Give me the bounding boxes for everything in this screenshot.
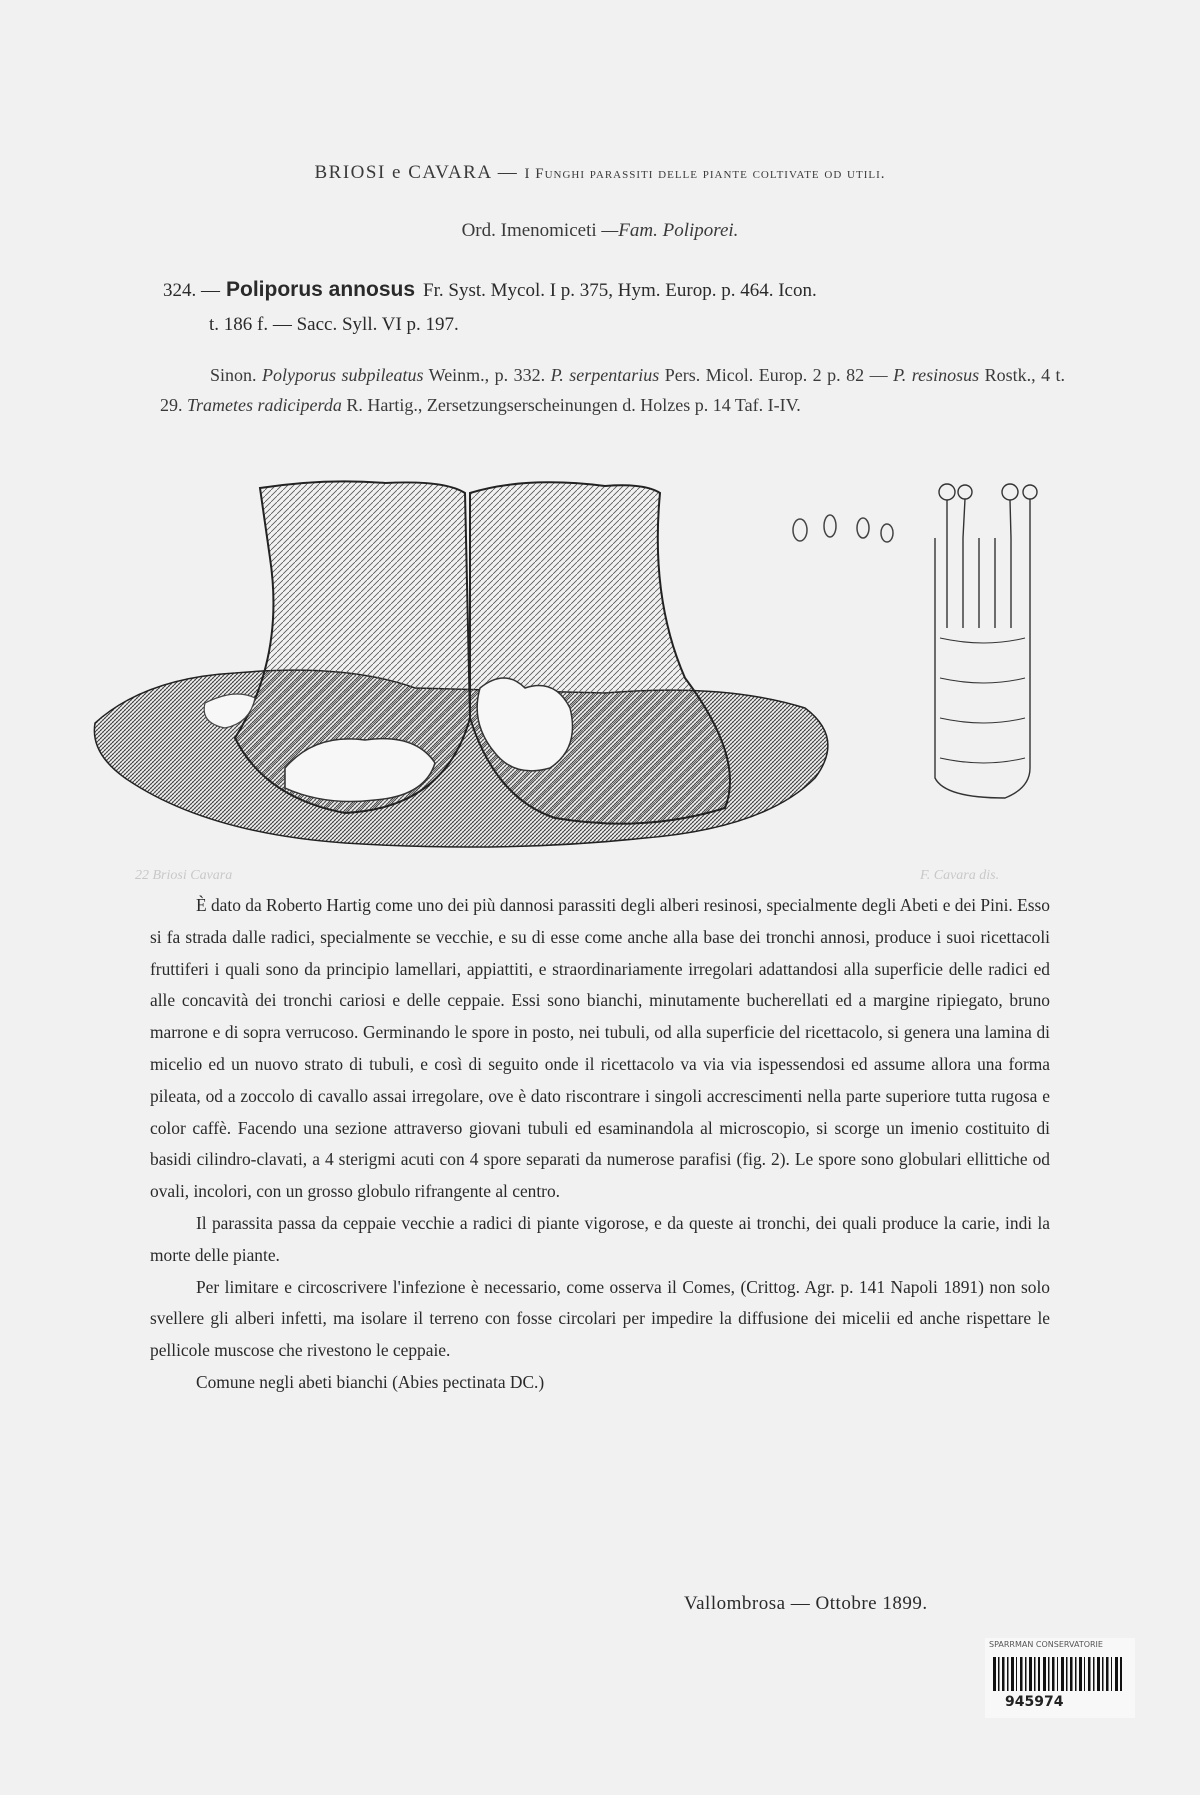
paragraph-1: È dato da Roberto Hartig come uno dei più dannosi parassiti degli alberi resinosi, specialmente degli Abeti e dei Pini. Esso si fa strada dalle radici, specialmente se vecchie, e su di esse come anche alla base dei tronchi annosi, produce i suoi ricettacoli fruttiferi i quali sono da principio lamellari, appiattiti, e straordinariamente irregolari adattandosi alla superficie delle radici ed alle concavità dei tronchi cariosi e delle ceppaie. Essi sono bianchi, minutamente bucherellati ed a margine ripiegato, bruno marrone e di sopra verrucoso. Germinando le spore in posto, nei tubuli, od alla superficie del ricettacolo, si genera una lamina di micelio ed un nuovo strato di tubuli, e così di seguito onde il ricettacolo va via via ispessendosi ed assume allora una forma pileata, od a zoccolo di cavallo assai irregolare, ove è dato riscontrare i singoli accrescimenti nella parte superiore tutta rugosa e color caffè. Facendo una sezione attraverso giovani tubuli ed esaminandola al microscopio, si scorge un imenio costituito di basidi cilindro-clavati, a 4 sterigmi acuti con 4 spore separati da numerose parafisi (fig. 2). Le spore sono globulari ellittiche od ovali, incolori, con un grosso globulo rifrangente al centro. xyxy=(150,895,1050,1202)
family-label: —Fam. Poliporei. xyxy=(601,220,739,241)
synonym-4-ref: R. Hartig., Zersetzungserscheinungen d. Holzes p. 14 Taf. I-IV. xyxy=(346,395,801,415)
running-header xyxy=(0,162,1200,184)
stump-right xyxy=(470,482,730,823)
spore-figures xyxy=(793,515,893,542)
order-label: Ord. Imenomiceti xyxy=(461,220,597,241)
plate-label-left: 22 Briosi Cavara xyxy=(135,868,233,883)
synonym-1-ref: Weinm., p. 332. xyxy=(428,365,546,385)
species-number: 324. — xyxy=(163,280,220,301)
hymenium-section xyxy=(935,484,1037,798)
header-separator: — xyxy=(497,162,519,183)
description-text xyxy=(150,890,1050,1399)
plate-label-right: F. Cavara dis. xyxy=(920,868,1000,883)
synonym-2-name: P. serpentarius xyxy=(550,365,660,385)
species-name: Poliporus annosus xyxy=(226,278,416,301)
paragraph-3: Per limitare e circoscrivere l'infezione è necessario, come osserva il Comes, (Crittog. Agr. p. 141 Napoli 1891) non solo svellere gli alberi infetti, ma isolare il terreno con fosse circolari per impedire la diffusione dei micelii ed anche rispettare le pellicole muscose che rivestono le ceppaie. xyxy=(150,1276,1050,1361)
header-series: I Funghi parassiti delle piante coltivate od utili. xyxy=(524,166,886,182)
fungus-drawing xyxy=(85,478,1090,878)
barcode-number: 945974 xyxy=(1005,1694,1064,1710)
synonym-4-name: Trametes radiciperda xyxy=(187,395,342,415)
herbarium-barcode xyxy=(985,1638,1135,1718)
botanical-plate xyxy=(85,478,1090,878)
synonym-3-ref: Rostk., 4 t. 29. xyxy=(160,365,1066,415)
paragraph-4: Comune negli abeti bianchi (Abies pectinata DC.) xyxy=(196,1371,545,1392)
synonyms-block xyxy=(160,360,1065,420)
synonym-2-ref: Pers. Micol. Europ. 2 p. 82 — xyxy=(664,365,888,385)
species-entry xyxy=(163,273,1063,342)
paragraph-2: Il parassita passa da ceppaie vecchie a radici di piante vigorose, e da queste ai tronchi, dei quali produce la carie, indi la morte delle piante. xyxy=(150,1212,1050,1265)
synonyms-label: Sinon. xyxy=(210,365,257,385)
barcode-top-label: SPARRMAN CONSERVATORIE xyxy=(989,1640,1103,1649)
taxonomy-line xyxy=(0,220,1200,242)
species-citation-2: t. 186 f. — Sacc. Syll. VI p. 197. xyxy=(209,314,459,335)
synonym-3-name: P. resinosus xyxy=(893,365,980,385)
place-date-signature: Vallombrosa — Ottobre 1899. xyxy=(684,1593,928,1614)
species-citation-1: Fr. Syst. Mycol. I p. 375, Hym. Europ. p. 464. Icon. xyxy=(423,280,817,301)
header-authors: BRIOSI e CAVARA xyxy=(314,162,492,183)
synonym-1-name: Polyporus subpileatus xyxy=(262,365,424,385)
barcode-bars xyxy=(993,1657,1123,1691)
